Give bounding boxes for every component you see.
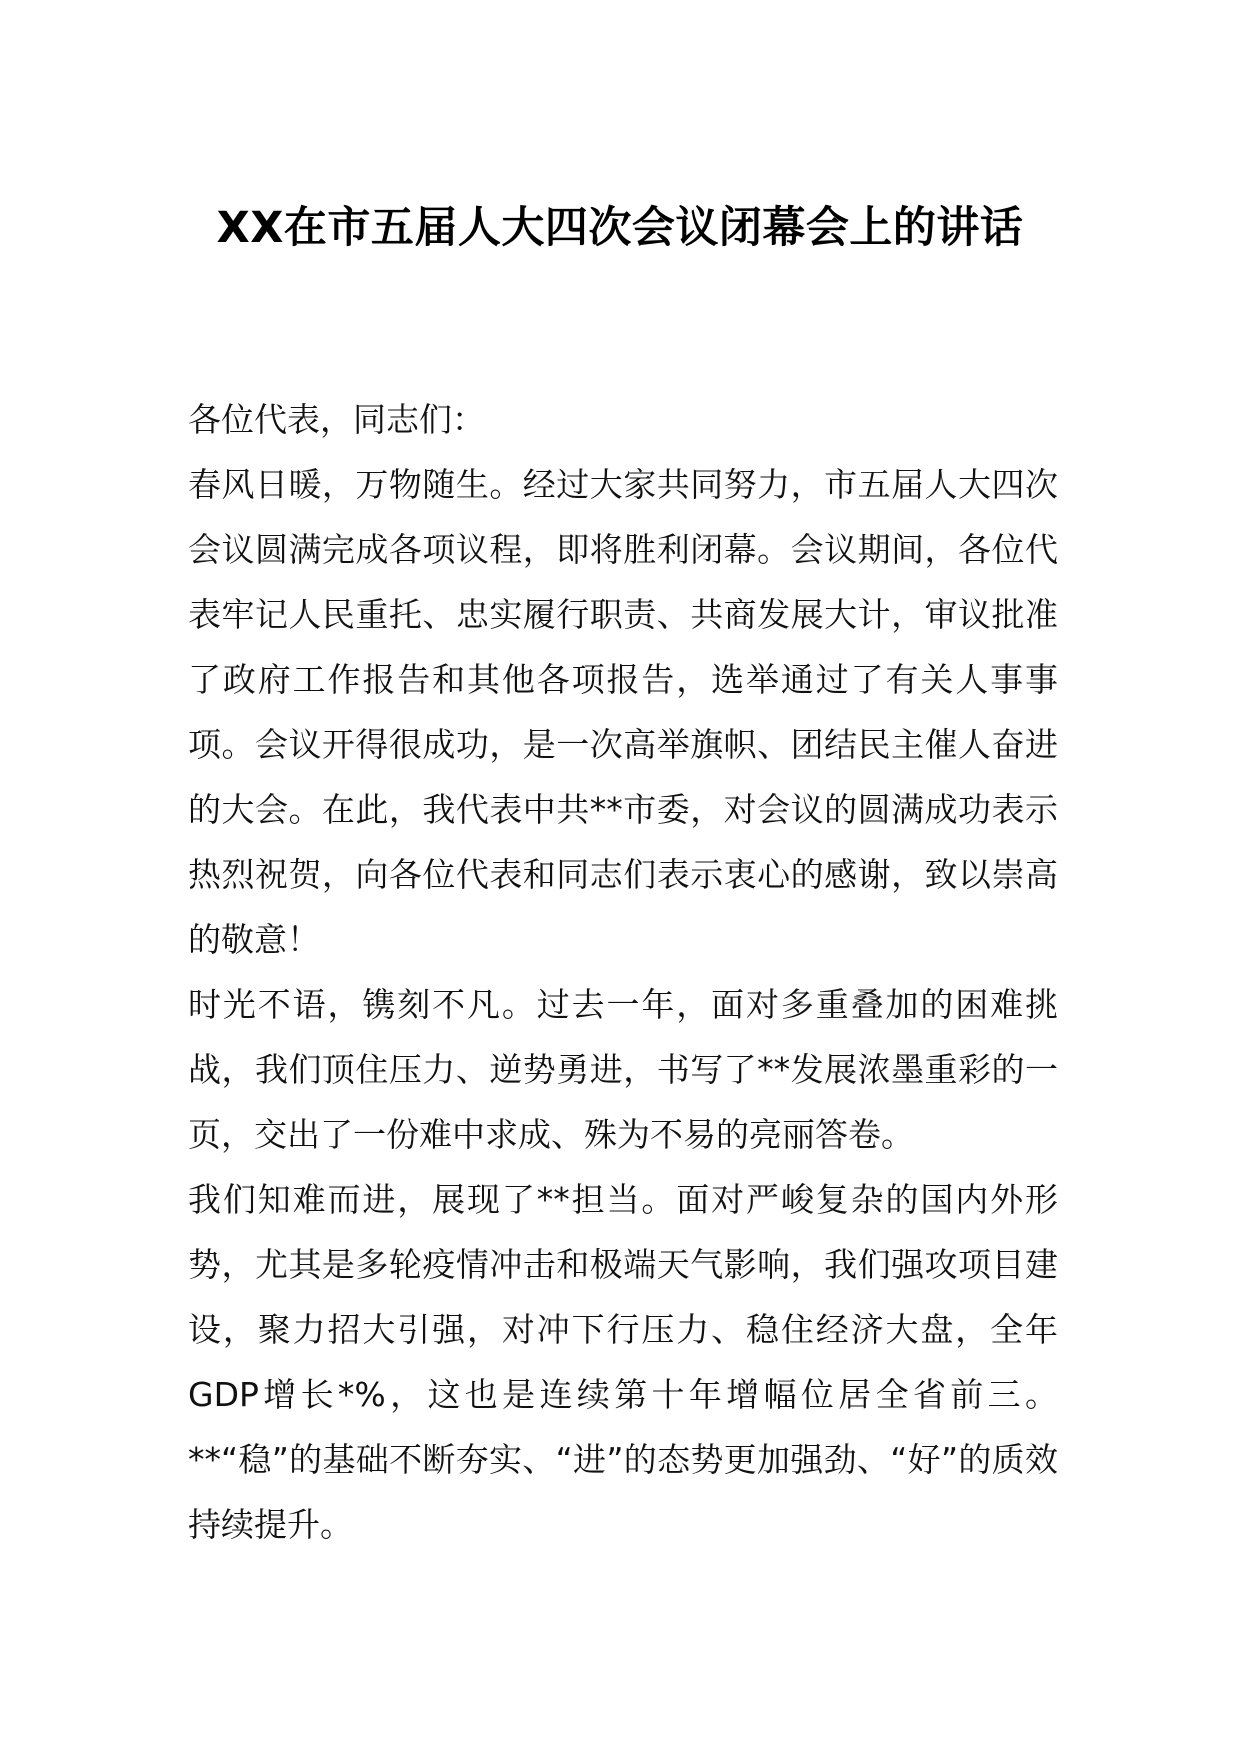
paragraph-1: 春风日暖，万物随生。经过大家共同努力，市五届人大四次会议圆满完成各项议程，即将胜利闭幕。会议期间，各位代表牢记人民重托、忠实履行职责、共商发展大计，审议批准了政府工作报告和其他各项报告，选举通过了有关人事事项。会议开得很成功，是一次高举旗帜、团结民主催人奋进的大会。在此，我代表中共**市委，对会议的圆满成功表示热烈祝贺，向各位代表和同志们表示衷心的感谢，致以崇高的敬意！	[188, 465, 1058, 959]
paragraph-2: 时光不语，镌刻不凡。过去一年，面对多重叠加的困难挑战，我们顶住压力、逆势勇进，书写了**发展浓墨重彩的一页，交出了一份难中求成、殊为不易的亮丽答卷。	[188, 985, 1058, 1154]
paragraph-3: 我们知难而进，展现了**担当。面对严峻复杂的国内外形势，尤其是多轮疫情冲击和极端天气影响，我们强攻项目建设，聚力招大引强，对冲下行压力、稳住经济大盘，全年GDP增长*%，这也是连续第十年增幅位居全省前三。**“稳”的基础不断夯实、“进”的态势更加强劲、“好”的质效持续提升。	[188, 1180, 1058, 1544]
document-title: XX在市五届人大四次会议闭幕会上的讲话	[216, 203, 1024, 253]
document-body	[188, 387, 1058, 1557]
salutation: 各位代表，同志们：	[188, 400, 485, 439]
